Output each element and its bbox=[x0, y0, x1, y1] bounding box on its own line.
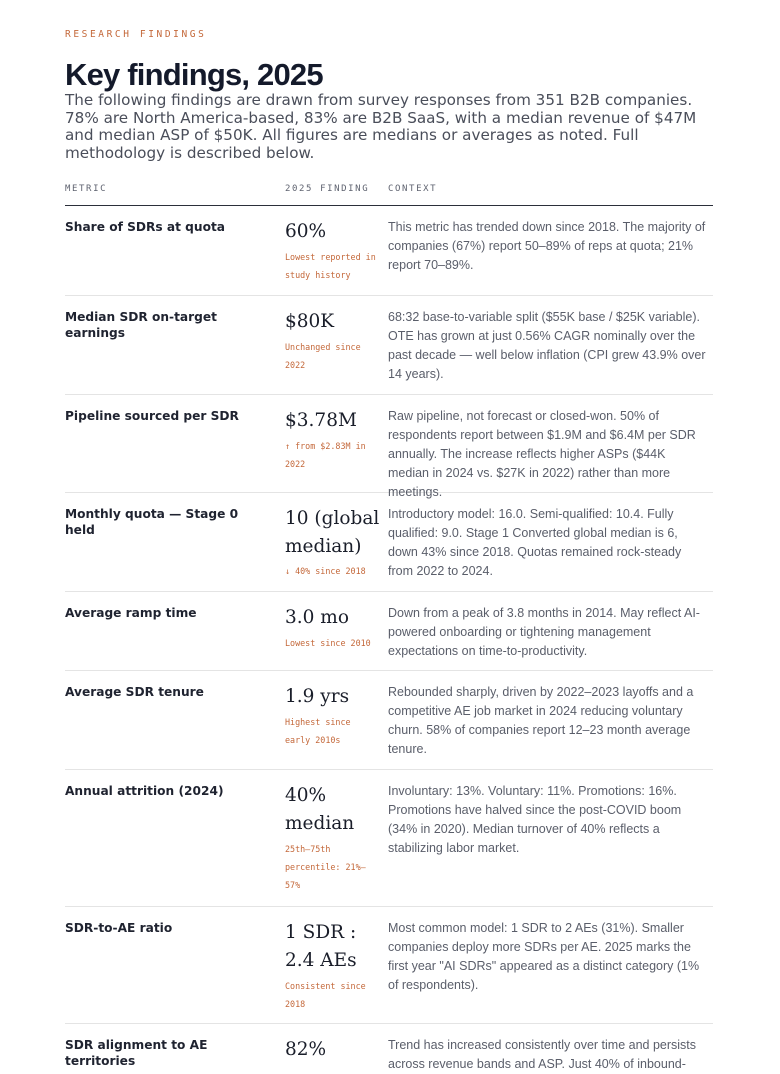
table-row bbox=[65, 907, 713, 1024]
row-metric: Median SDR on-target earnings bbox=[65, 310, 217, 340]
row-context: Introductory model: 16.0. Semi-qualified: 10.4. Fully qualified: 9.0. Stage 1 Converted global median is 6, down 43% since 2018. Quotas remained rock-steady from 2022 to 2024. bbox=[388, 507, 682, 578]
row-metric: Pipeline sourced per SDR bbox=[65, 409, 239, 423]
table-header bbox=[65, 183, 713, 206]
row-value: 82% bbox=[285, 1039, 327, 1060]
header-finding: 2025 FINDING bbox=[285, 184, 370, 194]
row-metric: Share of SDRs at quota bbox=[65, 220, 226, 234]
row-metric: Average SDR tenure bbox=[65, 685, 204, 699]
header-context: CONTEXT bbox=[388, 184, 438, 194]
row-note: ↓ 40% since 2018 bbox=[285, 566, 366, 576]
row-context: Rebounded sharply, driven by 2022–2023 layoffs and a competitive AE job market in 2024 reducing voluntary churn. 58% of companies report 12–23 month average tenure. bbox=[388, 685, 694, 756]
intro-paragraph: The following findings are drawn from survey responses from 351 B2B companies. 78% are North America-based, 83% are B2B SaaS, with a median revenue of $47M and median ASP of $50K. All figures are medians or averages as noted. Full methodology is described below. bbox=[65, 91, 697, 162]
row-context: Trend has increased consistently over time and persists across revenue bands and ASP. Just 40% of inbound- bbox=[388, 1038, 697, 1071]
row-note: Consistent since 2018 bbox=[285, 981, 366, 1009]
row-note: Lowest reported in study history bbox=[285, 252, 376, 280]
row-value: 60% bbox=[285, 221, 327, 242]
row-value: $3.78M bbox=[285, 410, 357, 431]
row-metric: Monthly quota — Stage 0 held bbox=[65, 507, 239, 537]
row-note: 25th–75th percentile: 21%–57% bbox=[285, 844, 366, 890]
row-context: Involuntary: 13%. Voluntary: 11%. Promotions: 16%. Promotions have halved since the post-COVID boom (34% in 2020). Median turnover of 40% reflects a stabilizing labor market. bbox=[388, 784, 682, 855]
row-note: Highest since early 2010s bbox=[285, 717, 351, 745]
table-row bbox=[65, 395, 713, 499]
row-context: Most common model: 1 SDR to 2 AEs (31%). Smaller companies deploy more SDRs per AE. 2025 marks the first year "AI SDRs" appeared as a distinct category (1% of respondents). bbox=[388, 921, 700, 992]
table-row bbox=[65, 592, 713, 671]
row-metric: SDR alignment to AE territories bbox=[65, 1038, 208, 1068]
table-row bbox=[65, 671, 713, 770]
row-context: Down from a peak of 3.8 months in 2014. May reflect AI-powered onboarding or tightening management expectations on time-to-productivity. bbox=[388, 606, 700, 658]
table-row bbox=[65, 1024, 713, 1070]
page-title: Key findings, 2025 bbox=[65, 57, 323, 92]
section-eyebrow: RESEARCH FINDINGS bbox=[65, 29, 207, 40]
row-metric: Average ramp time bbox=[65, 606, 197, 620]
row-metric: SDR-to-AE ratio bbox=[65, 921, 173, 935]
table-row bbox=[65, 296, 713, 395]
row-note: Unchanged since 2022 bbox=[285, 342, 361, 370]
table-row bbox=[65, 770, 713, 907]
row-note: Lowest since 2010 bbox=[285, 638, 371, 648]
row-value: 10 (global median) bbox=[285, 508, 380, 557]
table-row bbox=[65, 493, 713, 592]
row-context: Raw pipeline, not forecast or closed-won. 50% of respondents report between $1.9M and $6.4M per SDR annually. The increase reflects higher ASPs ($44K median in 2024 vs. $27K in 2022) rather than more meetings. bbox=[388, 409, 696, 499]
row-value: 40% median bbox=[285, 785, 355, 834]
row-metric: Annual attrition (2024) bbox=[65, 784, 224, 798]
row-note: ↑ from $2.83M in 2022 bbox=[285, 441, 366, 469]
row-context: This metric has trended down since 2018. The majority of companies (67%) report 50–89% of reps at quota; 21% report 70–89%. bbox=[388, 220, 706, 272]
header-metric: METRIC bbox=[65, 184, 108, 194]
row-value: 1 SDR : 2.4 AEs bbox=[285, 922, 357, 971]
row-value: 3.0 mo bbox=[285, 607, 349, 628]
row-context: 68:32 base-to-variable split ($55K base / $25K variable). OTE has grown at just 0.56% CAGR nominally over the past decade — well below inflation (CPI grew 43.9% over 14 years). bbox=[388, 310, 706, 381]
table-row bbox=[65, 206, 713, 296]
row-value: $80K bbox=[285, 311, 335, 332]
row-value: 1.9 yrs bbox=[285, 686, 350, 707]
